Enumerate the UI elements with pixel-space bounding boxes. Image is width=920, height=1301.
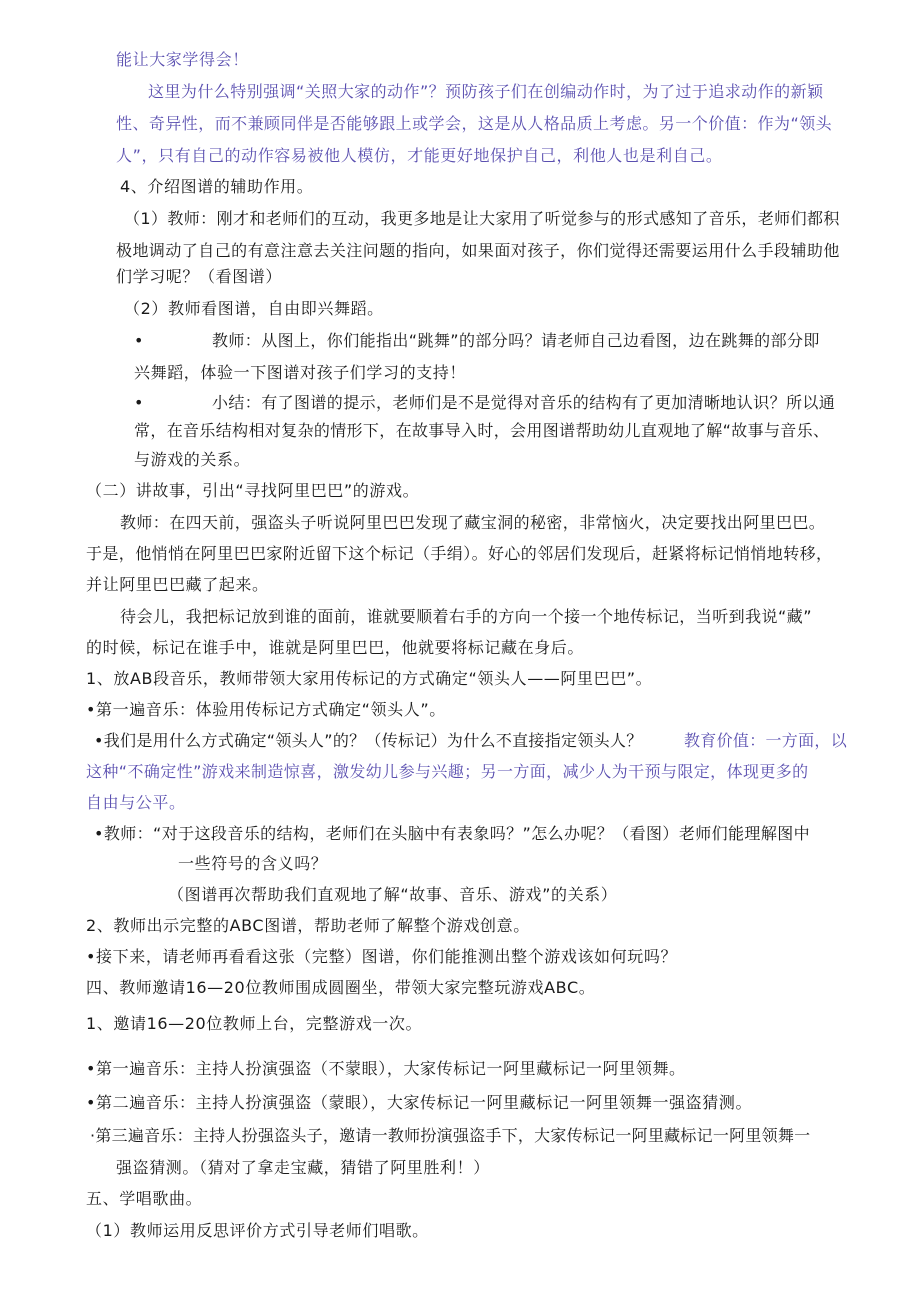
text-line: 小结：有了图谱的提示，老师们是不是觉得对音乐的结构有了更加清晰地认识？所以通 bbox=[212, 393, 836, 412]
text-line: 能让大家学得会！ bbox=[116, 50, 249, 69]
section-heading: 四、教师邀请16—20位教师围成圆圈坐，带领大家完整玩游戏ABC。 bbox=[86, 978, 596, 997]
text-line: 们学习呢？（看图谱） bbox=[116, 267, 283, 286]
text-line: •第一遍音乐：体验用传标记方式确定“领头人”。 bbox=[86, 700, 446, 719]
text-line: （1）教师：刚才和老师们的互动，我更多地是让大家用了听觉参与的形式感知了音乐，老师们都积 bbox=[124, 209, 840, 228]
text-line: 常，在音乐结构相对复杂的情形下，在故事导入时，会用图谱帮助幼儿直观地了解“故事与音乐、 bbox=[134, 421, 830, 440]
text-line: •教师：“对于这段音乐的结构，老师们在头脑中有表象吗？”怎么办呢？（看图）老师们能理解图中 bbox=[94, 824, 811, 843]
text-line: 这种“不确定性”游戏来制造惊喜，激发幼儿参与兴趣；另一方面，减少人为干预与限定，体现更多的 bbox=[86, 762, 809, 781]
text-line: 这里为什么特别强调“关照大家的动作”？预防孩子们在创编动作时，为了过于追求动作的新颖 bbox=[148, 82, 824, 101]
text-line: 与游戏的关系。 bbox=[134, 450, 251, 469]
text-line: 性、奇异性，而不兼顾同伴是否能够跟上或学会，这是从人格品质上考虑。另一个价值：作为“领头 bbox=[116, 114, 833, 133]
text-line: 极地调动了自己的有意注意去关注问题的指向，如果面对孩子，你们觉得还需要运用什么手段辅助他 bbox=[116, 241, 840, 260]
section-heading: 4、介绍图谱的辅助作用。 bbox=[120, 177, 314, 196]
text-line: 教师：在四天前，强盗头子听说阿里巴巴发现了藏宝洞的秘密，非常恼火，决定要找出阿里巴巴。 bbox=[120, 513, 826, 532]
text-line: 教师：从图上，你们能指出“跳舞”的部分吗？请老师自己边看图，边在跳舞的部分即 bbox=[212, 331, 820, 350]
section-heading: 五、学唱歌曲。 bbox=[86, 1189, 203, 1208]
section-heading: （二）讲故事，引出“寻找阿里巴巴”的游戏。 bbox=[86, 481, 420, 500]
text-line: （2）教师看图谱，自由即兴舞蹈。 bbox=[124, 299, 384, 318]
text-line: 人”，只有自己的动作容易被他人模仿，才能更好地保护自己，利他人也是利自己。 bbox=[116, 146, 723, 165]
text-line: 一些符号的含义吗？ bbox=[178, 854, 328, 873]
text-line: （图谱再次帮助我们直观地了解“故事、音乐、游戏”的关系） bbox=[168, 885, 618, 904]
text-line: •第二遍音乐：主持人扮演强盗（蒙眼），大家传标记一阿里藏标记一阿里领舞一强盗猜测。 bbox=[86, 1093, 753, 1112]
text-line: 并让阿里巴巴藏了起来。 bbox=[86, 575, 269, 594]
text-line: •第一遍音乐：主持人扮演强盗（不蒙眼），大家传标记一阿里藏标记一阿里领舞。 bbox=[86, 1059, 686, 1078]
section-heading: 2、教师出示完整的ABC图谱，帮助老师了解整个游戏创意。 bbox=[86, 916, 530, 935]
section-heading: 1、放AB段音乐，教师带领大家用传标记的方式确定“领头人——阿里巴巴”。 bbox=[86, 669, 653, 688]
text-line: •我们是用什么方式确定“领头人”的？（传标记）为什么不直接指定领头人？ bbox=[94, 731, 643, 750]
text-line: •接下来，请老师再看看这张（完整）图谱，你们能推测出整个游戏该如何玩吗？ bbox=[86, 947, 678, 966]
text-line: ·第三遍音乐：主持人扮强盗头子，邀请一教师扮演强盗手下，大家传标记一阿里藏标记一阿里领舞一 bbox=[90, 1126, 811, 1145]
text-line: （1）教师运用反思评价方式引导老师们唱歌。 bbox=[86, 1221, 429, 1240]
bullet-icon: • bbox=[134, 331, 144, 350]
text-line: 兴舞蹈，体验一下图谱对孩子们学习的支持！ bbox=[134, 363, 467, 382]
text-line: 自由与公平。 bbox=[86, 793, 186, 812]
text-line: 于是，他悄悄在阿里巴巴家附近留下这个标记（手绢）。好心的邻居们发现后，赶紧将标记悄悄地转移， bbox=[86, 544, 833, 563]
text-line: 待会儿，我把标记放到谁的面前，谁就要顺着右手的方向一个接一个地传标记，当听到我说“藏” bbox=[120, 607, 812, 626]
section-heading: 1、邀请16—20位教师上台，完整游戏一次。 bbox=[86, 1014, 423, 1033]
text-line: 强盗猜测。（猜对了拿走宝藏，猜错了阿里胜利！） bbox=[116, 1158, 490, 1177]
bullet-icon: • bbox=[134, 393, 144, 412]
text-line: 的时候，标记在谁手中，谁就是阿里巴巴，他就要将标记藏在身后。 bbox=[86, 638, 585, 657]
text-line: 教育价值：一方面，以 bbox=[684, 731, 848, 750]
